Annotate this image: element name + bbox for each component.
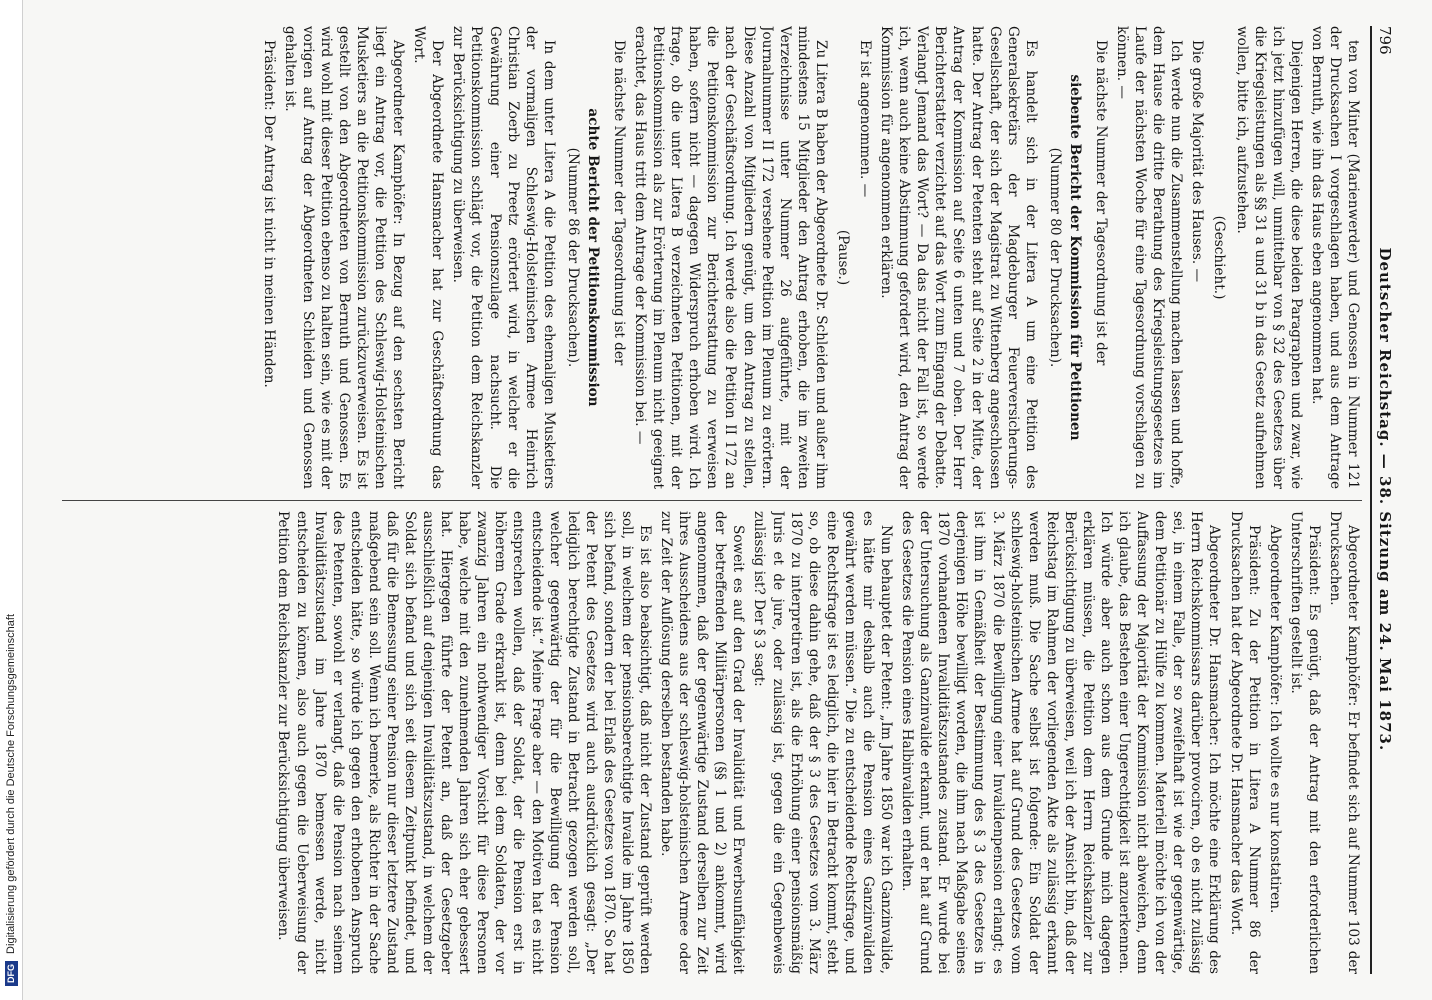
section-heading: achte Bericht der Petitionskommission <box>584 108 601 407</box>
page-content <box>26 8 1400 992</box>
text-columns <box>62 26 1362 974</box>
paragraph: Es ist also beabsichtigt, daß nicht der Zustand geprüft werden soll, in welchem der pensionsberechtigte Invalide im Jahre 1850 sich befand, sondern der bei Erlaß des Gesetzes von 1870. So hat der Petent des Gesetzes wird auch ausdrücklich gesagt: „Der lediglich berechtigte Zustand in Betracht gezogen werden soll, welcher gegenwärtig der für die Bewilligung der Pension entscheidende ist.“ Meine Frage aber — den Motiven hat es nicht entsprechen wollen, daß der Soldat, der die Pension erst in höherem Grade erkrankt ist, denn bei dem Soldaten, der vor zwanzig Jahren ein nothwendiger Vorsicht für diese Personen habe, welche mit den zunehmenden Jahren sich eher gebessert hat. Hiergegen führte der Petent an, daß der Gesetzgeber ausschließlich auf denjenigen Invaliditätszustand, in welchem der Soldat sich befand und sich seit diesem Zeitpunkt befindet, und daß für die Bemessung seiner Pension nur dieser letztere Zustand maßgebend sein soll. Wenn ich bemerke, als Richter in der Sache entscheiden hätte, so würde ich gegen den erhobenen Anspruch des Petenten, sowohl er verlangt, daß die Pension nach seinem Invaliditätszustand im Jahre 1870 bemessen werde, nicht entscheiden zu können, also auch gegen die Ueberweisung der Petition dem Reichskanzler zur Berücksichtigung überweisen. <box>275 511 654 974</box>
paragraph: Es handelt sich in der Litera A um eine Petition des Generalsekretärs der Magdeburger Feuerversicherungs-Gesellschaft, der sich der Magistrat zu Wittenberg angeschlossen hatte. Der Antrag der Petenten steht auf Seite 2 in der Mitte, der Antrag der Kommission auf Seite 6 unten und 7 oben. Der Herr Berichterstatter verzichtet auf das Wort zum Eingang der Debatte. Verlangt Jemand das Wort? — Da das nicht der Fall ist, so werde ich, wenn auch keine Abstimmung gefordert wird, den Antrag der Kommission für angenommen erklären. <box>878 26 1039 489</box>
paragraph: Nun behauptet der Petent: „Im Jahre 1850 war ich Ganzinvalide, es hätte mir deshalb auch die Pension eines Ganzinvaliden gewährt werden müssen.“ Die zu entscheidende Rechtsfrage, und eine Rechtsfrage ist es lediglich, die hier in Betracht kommt, steht so, ob diese dahin gehe, daß der § 3 des Gesetzes vom 3. März 1870 zu interpretiren ist, als die Erhöhung einer pensionsmäßig Juris et de jure, oder zulässig ist, gegen die ein Gegenbeweis zulässig ist? Der § 3 sagt: <box>751 511 895 974</box>
section-heading: siebente Bericht der Kommission für Petitionen <box>1066 74 1083 441</box>
left-column <box>62 26 1362 489</box>
paragraph: Die große Majorität des Hauses. — <box>1189 40 1206 283</box>
paragraph: ten von Minter (Marienwerder) und Genossen in Nummer 121 der Drucksachen I vorgeschlagen haben, und aus dem Antrage von Bernuth, wie ihn das Haus eben angenommen hat. <box>1308 26 1361 489</box>
paragraph: Zu Litera B haben der Abgeordnete Dr. Schleiden und außer ihm mindestens 15 Mitglieder den Antrag erhoben, die im zweiten Verzeichnisse unter Nummer 26 aufgeführte, mit der Journalnummer II 172 versehene Petition im Plenum zu erörtern. Diese Anzahl von Mitgliedern genügt, um den Antrag zu stellen, nach der Geschäftsordnung. Ich werde also die Petition II 172 an die Petitionskommission zur Berichterstattung zu verweisen haben, sofern nicht — dagegen Widerspruch erhoben wird. Ich frage, ob die unter Litera B verzeichneten Petitionen, mit der Petitionskommission als zur Erörterung im Plenum nicht geeignet erachtet, das Haus tritt dem Antrage der Kommission bei. — <box>632 26 829 489</box>
paragraph: Präsident: Es genügt, daß der Antrag mit den erforderlichen Unterschriften gestellt ist. <box>1287 511 1322 974</box>
page-header <box>1370 26 1394 974</box>
paragraph: Soweit es auf den Grad der Invalidität und Erwerbsunfähigkeit der betreffenden Militärpersonen (§§ 1 und 2) ankommt, wird angenommen, daß der gegenwärtige Zustand derselben zur Zeit ihres Ausscheidens aus der schleswig-holsteinischen Armee oder zur Zeit der Auflösung derselben bestanden habe. <box>658 511 747 974</box>
paragraph: In dem unter Litera A die Petition des ehemaligen Musketiers der vormaligen Schleswig-Holsteinischen Armee Heinrich Christian Zoerb zu Preetz erörtert wird, in welcher er die Gewährung einer Pensionszulage nachsucht. Die Petitionskommission schlägt vor, die Petition dem Reichskanzler zur Berücksichtigung zu überweisen. <box>450 26 557 489</box>
paragraph: Präsident: Zu der Petition in Litera A Nummer 86 der Drucksachen hat der Abgeordnete Dr. Hansmacher das Wort. <box>1227 511 1262 974</box>
footer-credit-text: Digitalisierung gefördert durch die Deutsche Forschungsgemeinschaft <box>5 613 17 954</box>
paragraph: Die nächste Nummer der Tagesordnung ist der <box>1092 40 1109 366</box>
section-subheading: (Nummer 80 der Drucksachen). <box>1046 147 1063 368</box>
page-number: 796 <box>1376 26 1394 55</box>
paragraph: Er ist angenommen. — <box>857 40 874 198</box>
footer-strip <box>0 0 23 1000</box>
paragraph: Die nächste Nummer der Tagesordnung ist der <box>611 40 628 366</box>
section-subheading: (Nummer 86 der Drucksachen). <box>564 147 581 368</box>
paragraph: Ich werde nun die Zusammenstellung machen lassen und hoffe, dem Hause die dritte Berathung des Kriegsleistungsgesetzes im Laufe der nächsten Woche für eine Tagesordnung vorschlagen zu können. — <box>1114 26 1185 489</box>
right-column <box>62 511 1362 974</box>
paragraph: Diejenigen Herren, die diese beiden Paragraphen und zwar, wie ich jetzt hinzufügen will, unmittelbar von § 32 des Gesetzes über die Kriegsleistungen als §§ 31 a und 31 b in das Gesetz aufnehmen wollen, bitte ich, aufzustehen. <box>1233 26 1304 489</box>
footer-credit <box>0 0 22 1000</box>
paragraph: Abgeordneter Kamphöfer: Ich wollte es nur konstatiren. <box>1266 525 1283 914</box>
paragraph: Präsident: Der Antrag ist nicht in meinen Händen. <box>260 40 277 388</box>
paragraph: Der Abgeordnete Hansmacher hat zur Geschäftsordnung das Wort. <box>411 26 446 489</box>
dfg-logo: DFG <box>5 961 18 986</box>
stage-direction: (Pause.) <box>834 229 851 286</box>
page-title: Deutscher Reichstag. — 38. Sitzung am 24. Mai 1873. <box>1376 247 1394 752</box>
stage-direction: (Geschieht.) <box>1211 215 1228 300</box>
paragraph: Abgeordneter Kamphöfer: In Bezug auf den sechsten Bericht liegt ein Antrag vor, die Petition des Schleswig-Holsteinischen Musketiers an die Petitionskommission zurückzuverweisen. Es ist gestellt von den Abgeordneten von Bernuth und Genossen. Es wird wohl mit dieser Petition ebenso zu halten sein, wie es mit der vorigen auf Antrag der Abgeordneten Schleiden und Genossen gehalten ist. <box>281 26 407 489</box>
paragraph: Abgeordneter Kamphöfer: Er befindet sich auf Nummer 103 der Drucksachen. <box>1326 511 1361 974</box>
paragraph: Abgeordneter Dr. Hansmacher: Ich möchte eine Erklärung des Herrn Reichskommissars darüber provociren, ob es nicht zulässig sei, in einem Falle, der so zweifelhaft ist wie der gegenwärtige, dem Petitionär zu Hülfe zu kommen. Materiell möchte ich von der Auffassung der Majorität der Kommission nicht abweichen, denn ich glaube, das Bestehen einer Ungerechtigkeit ist anzuerkennen. Ich würde aber auch schon aus dem Grunde mich dagegen erklären müssen, die Petition dem Herrn Reichskanzler zur Berücksichtigung zu überweisen, weil ich der Ansicht bin, daß der Reichstag im Rahmen der vorliegenden Akte als zulässig erkannt werden muß. Die Sache selbst ist folgende: Ein Soldat der schleswig-holsteinischen Armee hat auf Grund des Gesetzes vom 3. März 1870 die Bewilligung einer Invalidenpension erlangt; es ist ihm in Gemäßheit der Bestimmung des § 3 des Gesetzes in derjenigen Höhe bewilligt worden, die ihm nach Maßgabe seines 1870 vorhandenen Invaliditätszustandes zustand. Er wurde bei der Untersuchung als Ganzinvalide erkannt, und er hat auf Grund des Gesetzes die Pension eines Halbinvaliden erhalten. <box>899 511 1223 974</box>
rotated-page <box>26 8 1400 992</box>
